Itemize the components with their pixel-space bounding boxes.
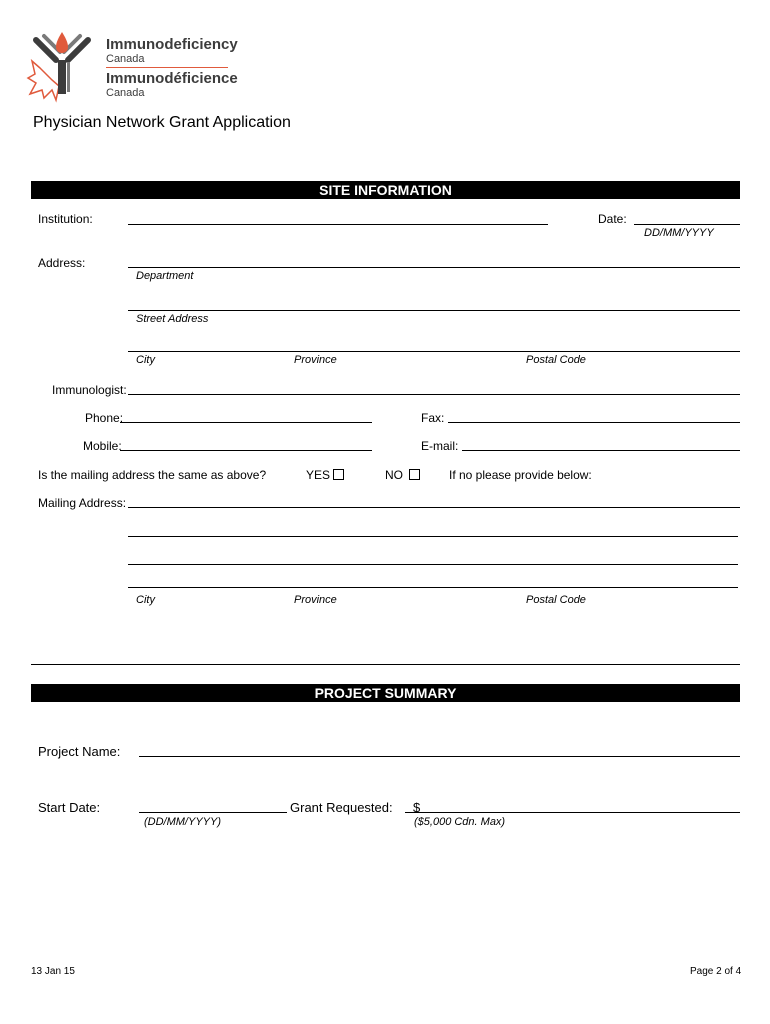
date-label: Date: bbox=[598, 212, 627, 226]
email-label: E-mail: bbox=[421, 439, 459, 453]
logo-line-4: Canada bbox=[106, 87, 145, 99]
logo-line-2: Canada bbox=[106, 53, 145, 65]
antibody-maple-leaf-icon bbox=[26, 28, 104, 104]
mailing-address-line-3 bbox=[128, 564, 738, 565]
yes-checkbox[interactable] bbox=[333, 469, 344, 480]
no-checkbox[interactable] bbox=[409, 469, 420, 480]
phone-field[interactable] bbox=[120, 409, 372, 423]
street-address-hint: Street Address bbox=[136, 313, 209, 325]
postal-code-hint: Postal Code bbox=[526, 354, 586, 366]
institution-label: Institution: bbox=[38, 212, 93, 226]
footer-date: 13 Jan 15 bbox=[31, 966, 75, 977]
dollar-sign: $ bbox=[413, 800, 421, 815]
date-field[interactable] bbox=[634, 211, 740, 225]
logo-divider bbox=[106, 67, 228, 68]
phone-label: Phone: bbox=[85, 411, 124, 425]
mailing-city-province-postal-field[interactable] bbox=[128, 574, 738, 588]
page-title: Physician Network Grant Application bbox=[33, 114, 291, 131]
city-hint: City bbox=[136, 354, 155, 366]
email-field[interactable] bbox=[462, 437, 740, 451]
grant-requested-label: Grant Requested: bbox=[290, 800, 393, 815]
mailing-address-field-2[interactable] bbox=[128, 523, 738, 537]
date-hint: DD/MM/YYYY bbox=[644, 227, 714, 239]
organization-logo bbox=[26, 28, 236, 104]
fax-label: Fax: bbox=[421, 411, 445, 425]
section-divider bbox=[31, 664, 740, 665]
if-no-instruction: If no please provide below: bbox=[449, 468, 592, 482]
fax-field[interactable] bbox=[448, 409, 740, 423]
address-label: Address: bbox=[38, 256, 86, 270]
grant-requested-line bbox=[405, 812, 740, 813]
city-province-postal-field[interactable] bbox=[128, 338, 740, 352]
department-field[interactable] bbox=[128, 254, 740, 268]
mailing-province-hint: Province bbox=[294, 594, 337, 606]
mailing-postal-code-hint: Postal Code bbox=[526, 594, 586, 606]
yes-label: YES bbox=[306, 468, 331, 482]
immunologist-label: Immunologist: bbox=[52, 383, 127, 397]
institution-field[interactable] bbox=[128, 211, 548, 225]
mailing-same-question: Is the mailing address the same as above? bbox=[38, 468, 267, 482]
mobile-field[interactable] bbox=[120, 437, 372, 451]
institution-line bbox=[128, 224, 548, 225]
department-line bbox=[128, 267, 740, 268]
mailing-city-hint: City bbox=[136, 594, 155, 606]
logo-line-3: Immunodéficience bbox=[106, 70, 238, 87]
immunologist-field[interactable] bbox=[128, 381, 740, 395]
project-summary-heading: PROJECT SUMMARY bbox=[31, 684, 740, 702]
date-line bbox=[634, 224, 740, 225]
project-name-field[interactable] bbox=[139, 743, 740, 757]
start-date-hint: (DD/MM/YYYY) bbox=[144, 816, 221, 828]
mobile-label: Mobile: bbox=[83, 439, 122, 453]
project-name-label: Project Name: bbox=[38, 744, 121, 759]
email-line bbox=[462, 450, 740, 451]
no-label: NO bbox=[385, 468, 403, 482]
mailing-address-line-2 bbox=[128, 536, 738, 537]
start-date-field[interactable] bbox=[139, 799, 287, 813]
footer-page-number: Page 2 of 4 bbox=[690, 966, 742, 977]
site-information-heading: SITE INFORMATION bbox=[31, 181, 740, 199]
grant-requested-hint: ($5,000 Cdn. Max) bbox=[414, 816, 506, 828]
mailing-address-line-1 bbox=[128, 507, 740, 508]
immunologist-line bbox=[128, 394, 740, 395]
street-address-line bbox=[128, 310, 740, 311]
mobile-line bbox=[120, 450, 372, 451]
city-province-postal-line bbox=[128, 351, 740, 352]
fax-line bbox=[448, 422, 740, 423]
project-name-line bbox=[139, 756, 740, 757]
province-hint: Province bbox=[294, 354, 337, 366]
grant-requested-field[interactable] bbox=[405, 799, 740, 813]
street-address-field[interactable] bbox=[128, 297, 740, 311]
start-date-line bbox=[139, 812, 287, 813]
mailing-address-label: Mailing Address: bbox=[38, 496, 127, 510]
department-hint: Department bbox=[136, 270, 194, 282]
mailing-address-field-3[interactable] bbox=[128, 551, 738, 565]
mailing-city-province-postal-line bbox=[128, 587, 738, 588]
phone-line bbox=[120, 422, 372, 423]
logo-line-1: Immunodeficiency bbox=[106, 36, 238, 53]
mailing-address-field-1[interactable] bbox=[128, 494, 740, 508]
start-date-label: Start Date: bbox=[38, 800, 101, 815]
